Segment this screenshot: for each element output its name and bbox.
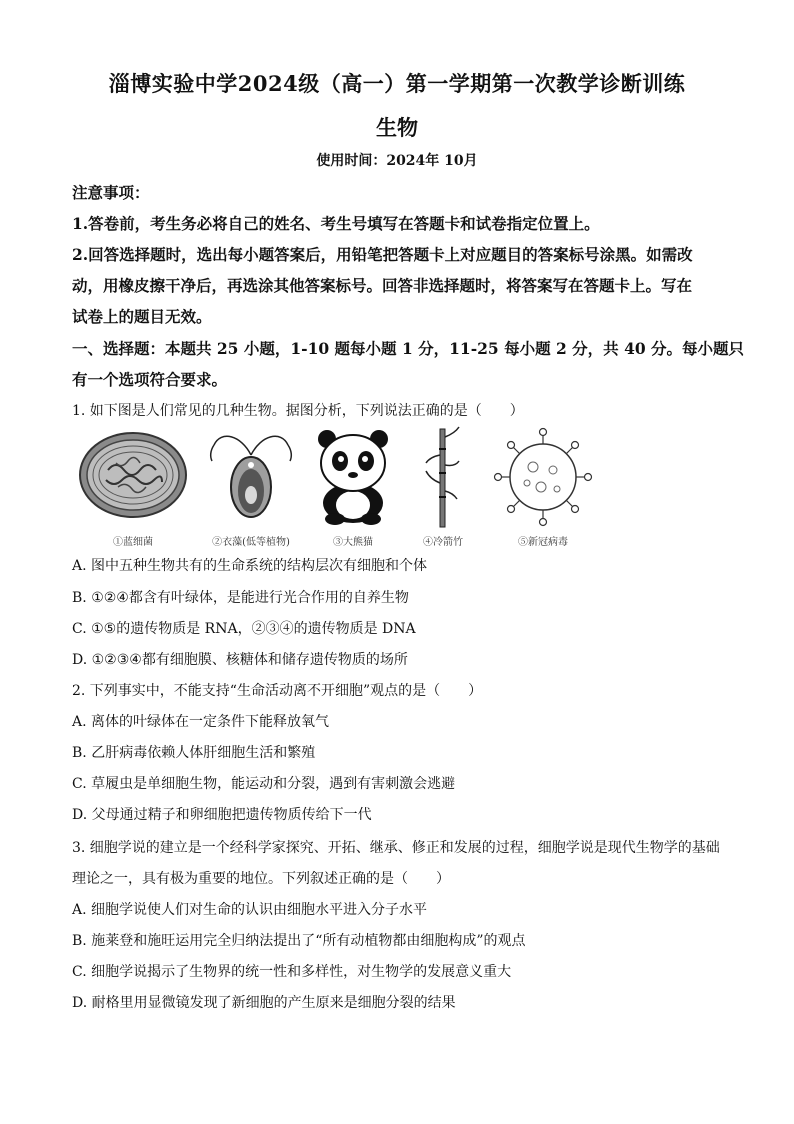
section-1-line-2: 有一个选项符合要求。 [72,370,228,389]
question-3-stem-line-1: 3. 细胞学说的建立是一个经科学家探究、开拓、继承、修正和发展的过程，细胞学说是现代生物学的基础 [72,840,720,856]
question-2-option-d: D. 父母通过精子和卵细胞把遗传物质传给下一代 [72,807,372,823]
question-1-option-c: C. ①⑤的遗传物质是 RNA，②③④的遗传物质是 DNA [72,621,416,637]
chlamydomonas-image [206,425,296,529]
notes-item-2-line-2: 动，用橡皮擦干净后，再选涂其他答案标号。回答非选择题时，将答案写在答题卡上。写在 [72,276,693,295]
cyanobacteria-image [78,425,188,529]
notes-item-2-line-3: 试卷上的题目无效。 [72,307,212,326]
question-1-option-b: B. ①②④都含有叶绿体，是能进行光合作用的自养生物 [72,590,409,606]
question-1-stem: 1. 如下图是人们常见的几种生物。据图分析，下列说法正确的是（ ） [72,403,524,419]
caption-chlamydomonas: ②衣藻(低等植物) [212,537,290,548]
exam-title: 淄博实验中学2024级（高一）第一学期第一次教学诊断训练 [108,71,686,96]
question-1-option-a: A. 图中五种生物共有的生命系统的结构层次有细胞和个体 [72,558,428,574]
panda-image [313,425,393,529]
caption-coronavirus: ⑤新冠病毒 [518,537,568,548]
use-time: 使用时间：2024年 10月 [316,153,478,169]
question-1-option-d: D. ①②③④都有细胞膜、核糖体和储存遗传物质的场所 [72,652,408,668]
question-2-option-a: A. 离体的叶绿体在一定条件下能释放氧气 [72,714,330,730]
caption-cyanobacteria: ①蓝细菌 [113,537,153,548]
coronavirus-image [493,425,593,533]
exam-subject: 生物 [376,115,418,140]
notes-item-2-line-1: 2.回答选择题时，选出每小题答案后，用铅笔把答题卡上对应题目的答案标号涂黑。如需改 [72,245,693,264]
question-3-option-c: C. 细胞学说揭示了生物界的统一性和多样性，对生物学的发展意义重大 [72,964,512,980]
question-3-stem-line-2: 理论之一，具有极为重要的地位。下列叙述正确的是（ ） [72,871,450,887]
notes-heading: 注意事项： [72,183,150,202]
question-3-option-d: D. 耐格里用显微镜发现了新细胞的产生原来是细胞分裂的结果 [72,995,456,1011]
organisms-figure [78,425,598,555]
caption-panda: ③大熊猫 [333,537,373,548]
notes-item-1: 1.答卷前，考生务必将自己的姓名、考生号填写在答题卡和试卷指定位置上。 [72,214,600,233]
bamboo-image [423,425,463,533]
section-1-line-1: 一、选择题：本题共 25 小题，1-10 题每小题 1 分，11-25 每小题 2 分，共 40 分。每小题只 [72,339,745,358]
caption-bamboo: ④冷箭竹 [423,537,463,548]
question-2-option-c: C. 草履虫是单细胞生物，能运动和分裂，遇到有害刺激会逃避 [72,776,456,792]
question-3-option-a: A. 细胞学说使人们对生命的认识由细胞水平进入分子水平 [72,902,428,918]
question-2-option-b: B. 乙肝病毒依赖人体肝细胞生活和繁殖 [72,745,316,761]
question-3-option-b: B. 施莱登和施旺运用完全归纳法提出了“所有动植物都由细胞构成”的观点 [72,933,526,949]
question-2-stem: 2. 下列事实中，不能支持“生命活动离不开细胞”观点的是（ ） [72,683,483,699]
